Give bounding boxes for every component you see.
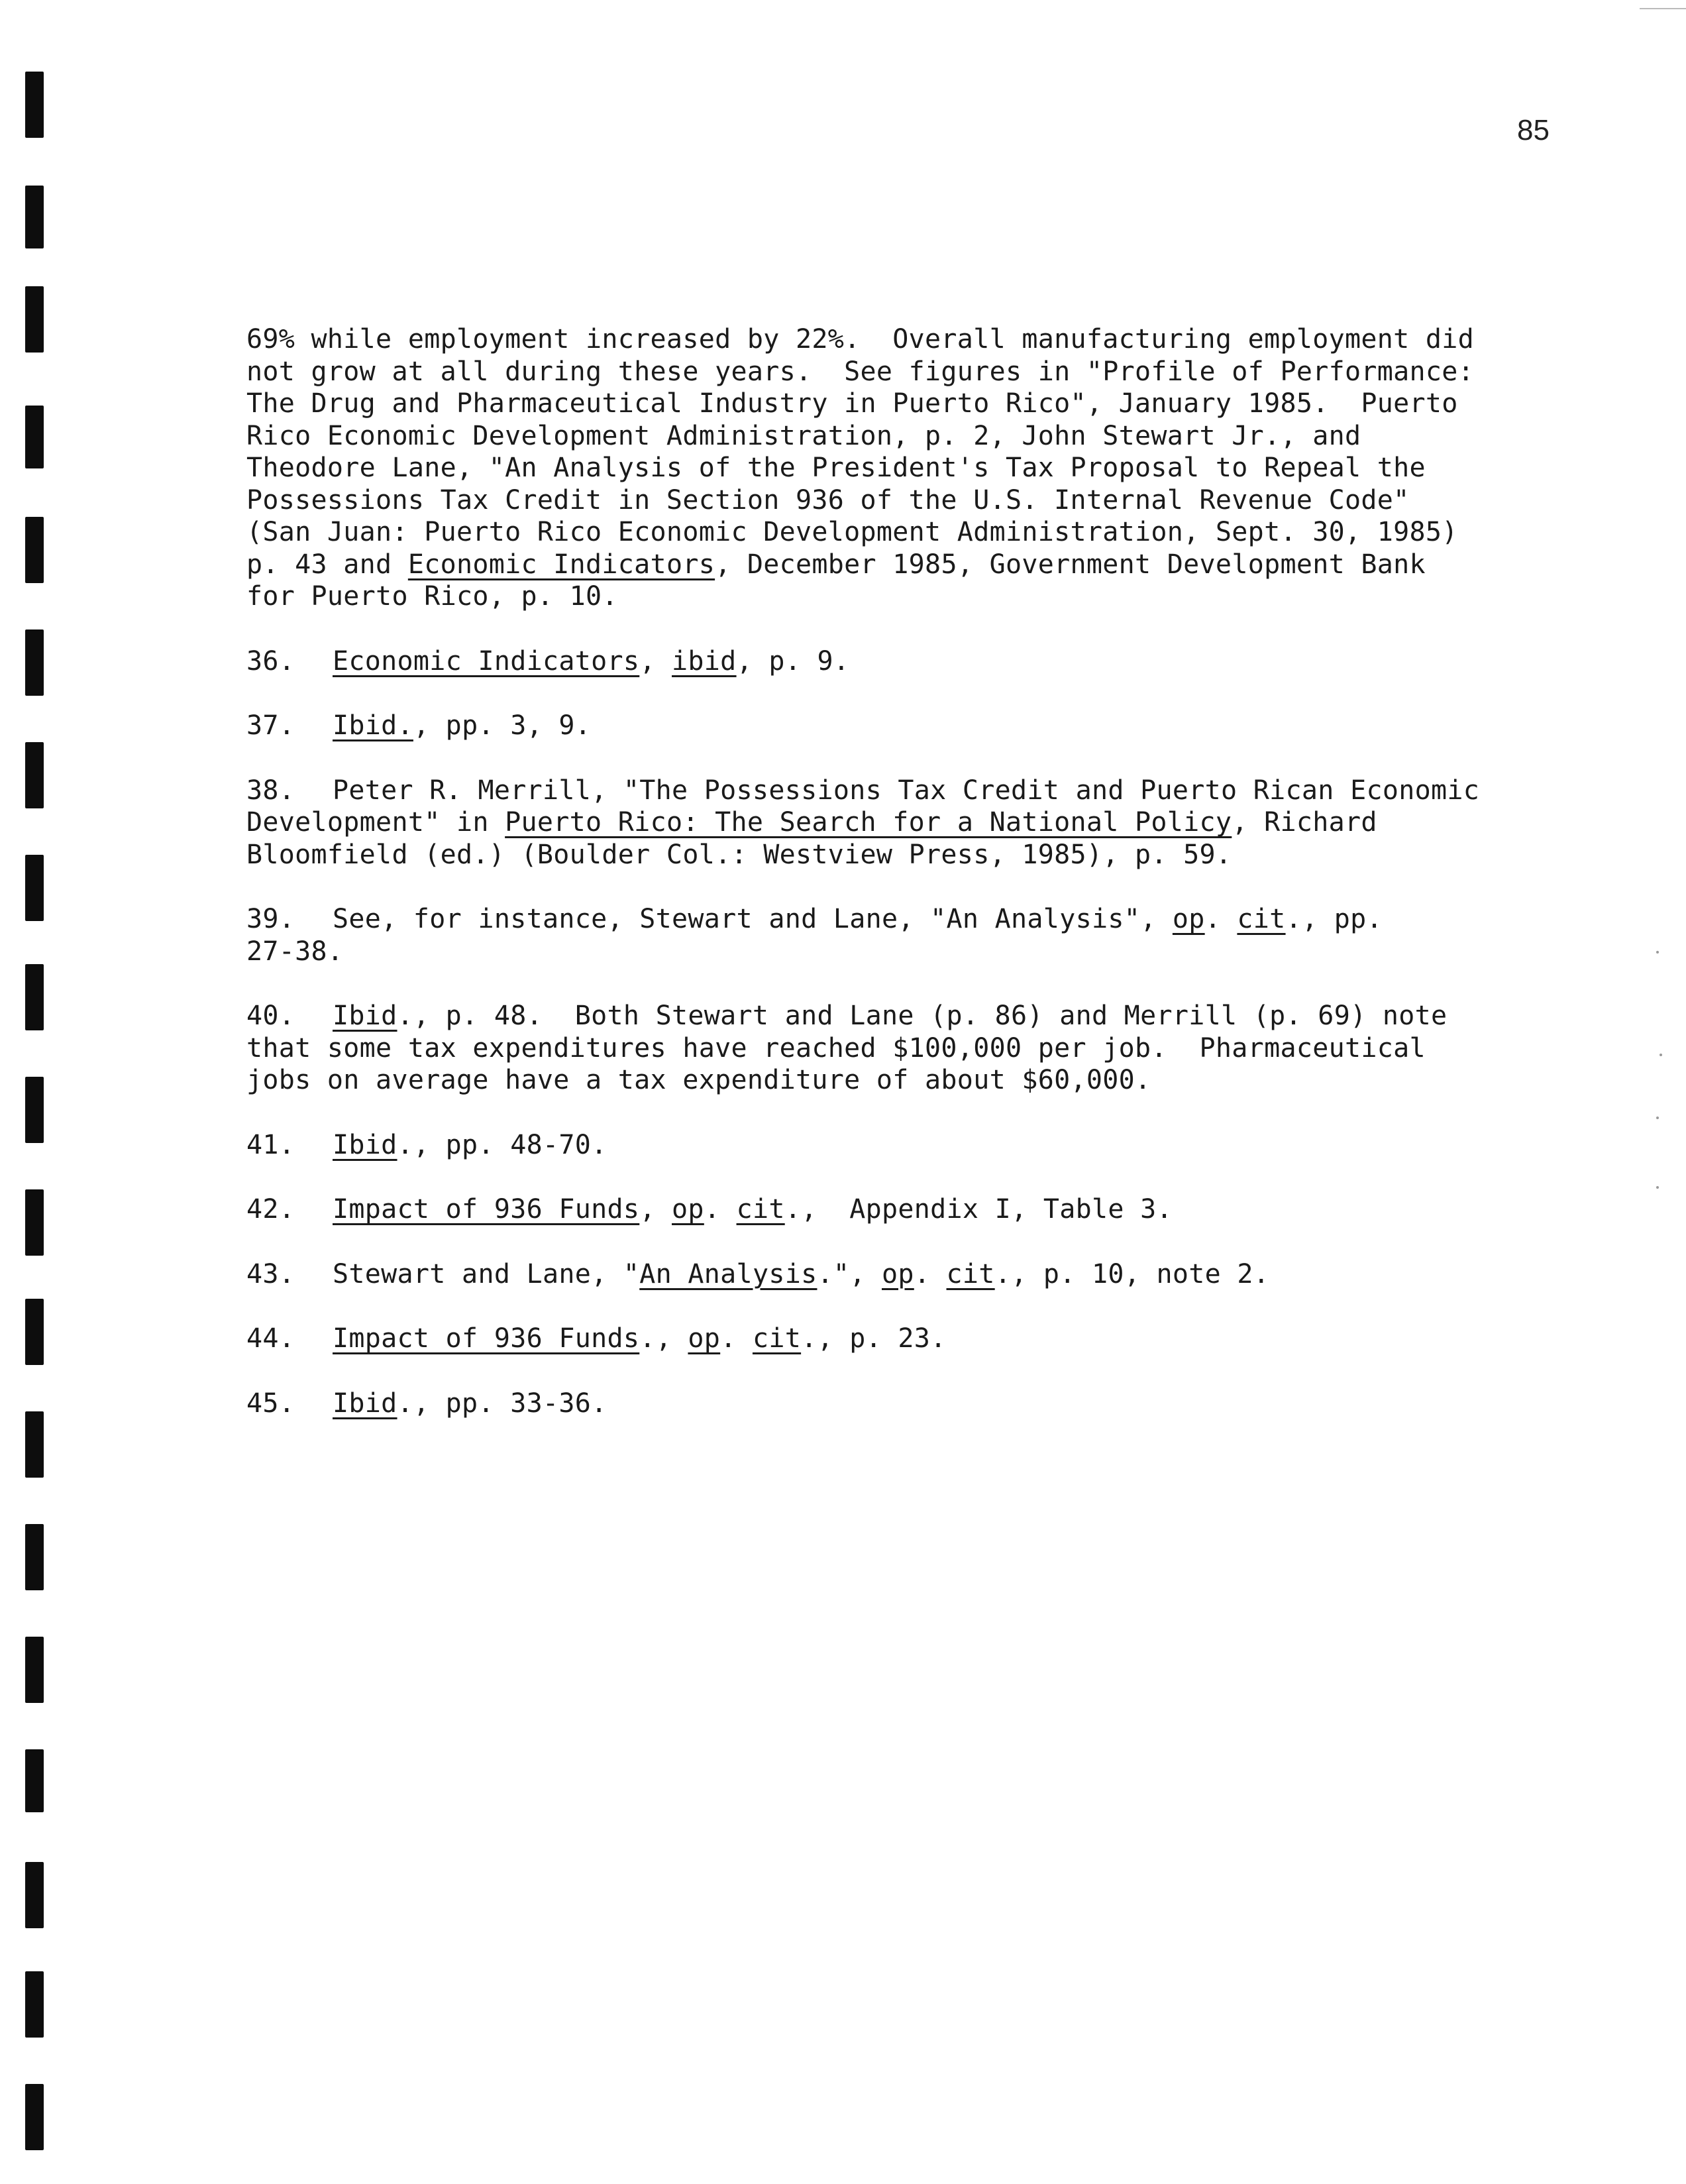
note-text: , bbox=[639, 1194, 672, 1225]
scan-speck bbox=[1656, 1186, 1659, 1189]
note-line: The Drug and Pharmaceutical Industry in Puerto Rico", January 1985. Puerto bbox=[246, 388, 1458, 419]
cited-title: Puerto Rico: The Search for a National Policy bbox=[505, 807, 1232, 838]
note-text: . bbox=[914, 1258, 947, 1289]
cited-abbrev: ibid bbox=[672, 645, 737, 677]
cited-abbrev: Ibid bbox=[333, 1388, 397, 1419]
binding-mark bbox=[25, 1862, 44, 1928]
note-text: ., pp. 33-36. bbox=[397, 1388, 607, 1419]
note-line: Possessions Tax Credit in Section 936 of the U.S. Internal Revenue Code" bbox=[246, 484, 1410, 516]
note-text: See, for instance, Stewart and Lane, "An Analysis", bbox=[333, 904, 1173, 934]
cited-abbrev: Ibid bbox=[333, 1129, 397, 1160]
note-text: ., pp. 48-70. bbox=[397, 1129, 607, 1160]
note-text: ., pp. bbox=[1285, 904, 1383, 934]
note-40 bbox=[246, 1000, 1492, 1097]
note-text: . bbox=[720, 1323, 753, 1354]
cited-abbrev: Ibid. bbox=[333, 710, 413, 741]
cited-abbrev: op bbox=[688, 1323, 721, 1354]
scan-speck bbox=[1656, 1117, 1659, 1119]
cited-abbrev: cit bbox=[752, 1323, 802, 1354]
note-text: p. 43 and bbox=[246, 549, 408, 580]
endnotes bbox=[246, 323, 1492, 1419]
note-line: not grow at all during these years. See figures in "Profile of Performance: bbox=[246, 356, 1475, 387]
note-text: ., bbox=[639, 1323, 688, 1354]
note-text: , p. 9. bbox=[736, 645, 850, 677]
cited-abbrev: cit bbox=[736, 1194, 785, 1225]
binding-mark bbox=[25, 855, 44, 921]
binding-mark bbox=[25, 629, 44, 696]
note-number: 40. bbox=[246, 1001, 295, 1031]
note-35-continued bbox=[246, 323, 1492, 613]
note-number: 45. bbox=[246, 1388, 295, 1419]
scan-speck bbox=[1656, 951, 1659, 954]
binding-mark bbox=[25, 286, 44, 353]
note-38 bbox=[246, 775, 1492, 871]
note-line: Theodore Lane, "An Analysis of the President's Tax Proposal to Repeal the bbox=[246, 453, 1426, 483]
note-number: 43. bbox=[246, 1258, 295, 1289]
note-line bbox=[246, 775, 1492, 807]
binding-mark bbox=[25, 1077, 44, 1143]
binding-mark bbox=[25, 72, 44, 138]
note-text: , December 1985, Government Development Bank bbox=[715, 549, 1426, 580]
binding-mark bbox=[25, 2084, 44, 2150]
note-line: Rico Economic Development Administration, p. 2, John Stewart Jr., and bbox=[246, 420, 1361, 451]
binding-mark bbox=[25, 1299, 44, 1365]
note-text: ., p. 23. bbox=[801, 1323, 947, 1354]
note-line bbox=[246, 903, 1492, 936]
note-42 bbox=[246, 1193, 1492, 1226]
binding-mark bbox=[25, 186, 44, 248]
note-37 bbox=[246, 710, 1492, 742]
note-text: Stewart and Lane, " bbox=[333, 1258, 640, 1289]
note-text: . bbox=[704, 1194, 737, 1225]
note-line: 27-38. bbox=[246, 936, 344, 967]
cited-abbrev: op bbox=[1172, 904, 1205, 934]
binding-mark bbox=[25, 1749, 44, 1812]
note-text: , bbox=[639, 645, 672, 677]
note-text: , Richard bbox=[1232, 807, 1377, 838]
note-36 bbox=[246, 645, 1492, 678]
note-44 bbox=[246, 1323, 1492, 1355]
cited-abbrev: Ibid bbox=[333, 1001, 397, 1031]
note-line bbox=[246, 806, 1492, 839]
note-line bbox=[246, 549, 1492, 581]
note-text: ., p. 48. Both Stewart and Lane (p. 86) and Merrill (p. 69) note bbox=[397, 1001, 1448, 1031]
note-line bbox=[246, 1000, 1492, 1032]
note-line: (San Juan: Puerto Rico Economic Development Administration, Sept. 30, 1985) bbox=[246, 517, 1458, 547]
cited-title: Impact of 936 Funds bbox=[333, 1194, 640, 1225]
cited-title: Economic Indicators bbox=[333, 645, 640, 677]
binding-mark bbox=[25, 1411, 44, 1478]
note-number: 38. bbox=[246, 775, 295, 806]
note-line: 69% while employment increased by 22%. Overall manufacturing employment did bbox=[246, 324, 1475, 355]
note-39 bbox=[246, 903, 1492, 967]
note-number: 39. bbox=[246, 904, 295, 934]
cited-abbrev: cit bbox=[1237, 904, 1286, 934]
note-text: ., Appendix I, Table 3. bbox=[784, 1194, 1173, 1225]
binding-mark bbox=[25, 1524, 44, 1590]
binding-mark bbox=[25, 1189, 44, 1256]
note-text: Development" in bbox=[246, 807, 505, 838]
note-number: 42. bbox=[246, 1194, 295, 1225]
note-line: Bloomfield (ed.) (Boulder Col.: Westview Press, 1985), p. 59. bbox=[246, 839, 1232, 870]
cited-title: An Analysis bbox=[639, 1258, 817, 1289]
cited-title: Impact of 936 Funds bbox=[333, 1323, 640, 1354]
scan-speck bbox=[1660, 1054, 1662, 1056]
cited-abbrev: cit bbox=[946, 1258, 995, 1289]
cited-abbrev: op bbox=[672, 1194, 704, 1225]
note-41 bbox=[246, 1129, 1492, 1162]
binding-mark bbox=[25, 964, 44, 1030]
note-text: ., p. 10, note 2. bbox=[994, 1258, 1270, 1289]
note-text: Peter R. Merrill, "The Possessions Tax Credit and Puerto Rican Economic bbox=[333, 775, 1480, 806]
note-text: . bbox=[1204, 904, 1238, 934]
note-line: for Puerto Rico, p. 10. bbox=[246, 581, 618, 612]
note-43 bbox=[246, 1258, 1492, 1291]
note-text: .", bbox=[817, 1258, 882, 1289]
note-number: 36. bbox=[246, 645, 295, 677]
binding-mark bbox=[25, 406, 44, 468]
note-45 bbox=[246, 1388, 1492, 1420]
note-line: jobs on average have a tax expenditure of about $60,000. bbox=[246, 1065, 1151, 1095]
binding-mark bbox=[25, 517, 44, 583]
note-line: that some tax expenditures have reached $100,000 per job. Pharmaceutical bbox=[246, 1032, 1426, 1064]
binding-mark bbox=[25, 1971, 44, 2038]
cited-title: Economic Indicators bbox=[407, 549, 715, 580]
cited-abbrev: op bbox=[882, 1258, 914, 1289]
page-number: 85 bbox=[1517, 114, 1550, 146]
note-number: 44. bbox=[246, 1323, 295, 1354]
binding-mark bbox=[25, 742, 44, 808]
note-number: 41. bbox=[246, 1129, 295, 1160]
note-number: 37. bbox=[246, 710, 295, 741]
scan-edge-mark bbox=[1640, 8, 1686, 9]
binding-mark bbox=[25, 1637, 44, 1703]
note-text: , pp. 3, 9. bbox=[413, 710, 592, 741]
